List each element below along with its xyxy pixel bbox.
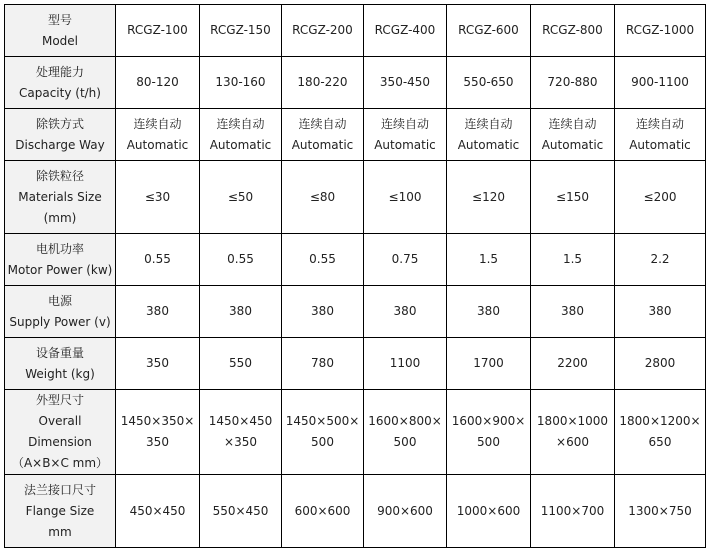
row-label-en: Discharge Way (15, 137, 105, 152)
row-label-flange-size (5, 475, 116, 548)
cell-text: 连续自动 (635, 116, 684, 131)
row-label-weight (5, 338, 116, 390)
cell-text: RCGZ-400 (374, 23, 436, 37)
cell-text: 650 (648, 435, 672, 449)
cell-text: 900-1100 (631, 75, 689, 89)
table-cell (364, 161, 447, 234)
table-cell (447, 475, 531, 548)
table-cell (531, 338, 615, 390)
cell-text: 连续自动 (133, 116, 182, 131)
row-label-cn: 除铁方式 (35, 116, 84, 131)
cell-text: 180-220 (297, 75, 348, 89)
cell-text: RCGZ-800 (542, 23, 603, 37)
cell-text: ≤200 (643, 189, 677, 204)
row-label-en: Model (41, 33, 79, 48)
cell-text: 350-450 (379, 75, 431, 89)
table-cell (447, 5, 531, 57)
table-cell (615, 5, 706, 57)
table-cell (282, 234, 364, 286)
table-cell (282, 109, 364, 161)
cell-text: 500 (477, 435, 500, 449)
cell-text: 0.55 (227, 252, 254, 266)
cell-text: 1100 (389, 356, 421, 370)
row-label-en: Motor Power (kw) (7, 262, 113, 277)
cell-text: RCGZ-200 (292, 23, 353, 37)
table-cell (364, 338, 447, 390)
cell-text: 350 (146, 356, 169, 370)
row-label-en-extra: (mm) (43, 210, 77, 225)
table-cell (364, 390, 447, 475)
table-cell (615, 286, 706, 338)
table-row-capacity (5, 57, 706, 109)
table-cell (200, 234, 282, 286)
table-row-supply-power (5, 286, 706, 338)
cell-text: 550-650 (463, 75, 514, 89)
row-label-model (5, 5, 116, 57)
row-label-cn: 外型尺寸 (35, 393, 84, 407)
row-label-overall-dimension (5, 390, 116, 475)
table-cell (447, 57, 531, 109)
cell-text: ≤80 (309, 189, 336, 204)
row-label-cn: 法兰接口尺寸 (23, 482, 96, 497)
table-cell (447, 286, 531, 338)
table-row-overall-dimension (5, 390, 706, 475)
table-cell (200, 57, 282, 109)
cell-text: 1000×600 (456, 503, 521, 518)
cell-text: ×600 (556, 435, 589, 449)
table-cell (200, 338, 282, 390)
table-cell (200, 5, 282, 57)
cell-text: 720-880 (547, 75, 598, 89)
table-cell (200, 475, 282, 548)
cell-text: 550 (229, 356, 252, 370)
cell-text: 2800 (644, 356, 676, 370)
table-row-weight (5, 338, 706, 390)
table-cell (200, 286, 282, 338)
table-cell (615, 475, 706, 548)
row-label-en: Materials Size (18, 189, 102, 204)
cell-text: RCGZ-1000 (625, 23, 695, 37)
table-cell (116, 161, 200, 234)
cell-text: 1100×700 (540, 503, 605, 518)
table-cell (116, 5, 200, 57)
cell-text: 0.55 (309, 252, 336, 266)
table-cell (531, 234, 615, 286)
table-cell (282, 286, 364, 338)
cell-text: 0.55 (144, 252, 171, 266)
cell-text: 550×450 (212, 503, 269, 518)
table-cell (200, 161, 282, 234)
cell-text: Automatic (126, 137, 189, 152)
row-label-cn: 设备重量 (35, 345, 84, 360)
table-cell (447, 338, 531, 390)
cell-text: 380 (311, 304, 334, 318)
cell-text: 380 (561, 304, 584, 318)
row-label-cn: 处理能力 (35, 64, 84, 79)
table-cell (282, 338, 364, 390)
cell-text: 1700 (473, 356, 504, 370)
table-cell (116, 338, 200, 390)
cell-text: Automatic (374, 137, 436, 152)
table-cell (364, 475, 447, 548)
row-label-materials-size (5, 161, 116, 234)
table-cell (615, 234, 706, 286)
table-cell (531, 286, 615, 338)
cell-text: 500 (311, 435, 334, 449)
table-cell (531, 57, 615, 109)
row-label-en: Flange Size (25, 503, 95, 518)
row-label-cn: 型号 (47, 12, 72, 27)
table-cell (447, 234, 531, 286)
table-cell (282, 5, 364, 57)
table-row-model (5, 5, 706, 57)
row-label-en: Overall Dimension (28, 414, 92, 449)
table-row-motor-power (5, 234, 706, 286)
table-cell (364, 57, 447, 109)
cell-text: 连续自动 (464, 116, 513, 131)
cell-text: Automatic (457, 137, 520, 152)
cell-text: 80-120 (136, 75, 179, 89)
table-cell (531, 161, 615, 234)
table-row-discharge-way (5, 109, 706, 161)
row-label-cn: 电源 (47, 293, 72, 308)
row-label-en: Capacity (t/h) (19, 85, 101, 100)
table-cell (447, 161, 531, 234)
table-cell (615, 109, 706, 161)
row-label-en: Weight (kg) (25, 366, 95, 381)
table-cell (116, 475, 200, 548)
table-cell (615, 390, 706, 475)
cell-text: 380 (477, 304, 500, 318)
row-label-discharge-way (5, 109, 116, 161)
table-cell (282, 475, 364, 548)
table-cell (116, 390, 200, 475)
cell-text: 600×600 (294, 503, 351, 518)
table-cell (447, 390, 531, 475)
cell-text: 1800×1000 (536, 414, 609, 428)
cell-text: RCGZ-100 (127, 23, 188, 37)
cell-text: 380 (229, 304, 252, 318)
cell-text: 130-160 (215, 75, 266, 89)
cell-text: 900×600 (377, 503, 433, 518)
cell-text: 1300×750 (628, 503, 692, 518)
cell-text: 380 (146, 304, 169, 318)
cell-text: 0.75 (391, 252, 419, 266)
row-label-motor-power (5, 234, 116, 286)
table-cell (364, 5, 447, 57)
cell-text: ≤30 (144, 189, 171, 204)
cell-text: 1.5 (478, 252, 499, 266)
row-label-supply-power (5, 286, 116, 338)
table-cell (116, 234, 200, 286)
cell-text: RCGZ-600 (458, 23, 519, 37)
cell-text: 380 (648, 304, 672, 318)
cell-text: 1600×900× (451, 414, 526, 428)
cell-text: 380 (393, 304, 417, 318)
table-cell (282, 57, 364, 109)
row-label-en-extra: （A×B×C mm） (11, 456, 109, 470)
table-cell (531, 390, 615, 475)
cell-text: 500 (393, 435, 417, 449)
cell-text: 1450×450 (208, 414, 273, 428)
table-cell (615, 161, 706, 234)
cell-text: Automatic (291, 137, 354, 152)
table-cell (282, 161, 364, 234)
table-cell (364, 234, 447, 286)
table-cell (531, 5, 615, 57)
cell-text: 2.2 (650, 252, 670, 266)
row-label-cn: 除铁粒径 (35, 168, 84, 183)
table-cell (200, 390, 282, 475)
table-cell (531, 109, 615, 161)
cell-text: 连续自动 (216, 116, 265, 131)
table-cell (615, 338, 706, 390)
cell-text: 连续自动 (548, 116, 597, 131)
cell-text: 350 (146, 435, 169, 449)
cell-text: Automatic (209, 137, 272, 152)
cell-text: ≤150 (556, 189, 589, 204)
cell-text: 2200 (557, 356, 588, 370)
cell-text: 1450×500× (285, 414, 360, 428)
table-cell (364, 286, 447, 338)
table-row-materials-size (5, 161, 706, 234)
cell-text: Automatic (541, 137, 604, 152)
cell-text: ×350 (224, 435, 257, 449)
cell-text: 连续自动 (298, 116, 347, 131)
table-cell (447, 109, 531, 161)
row-label-capacity (5, 57, 116, 109)
table-cell (531, 475, 615, 548)
row-label-cn: 电机功率 (35, 241, 84, 256)
spec-table-body (5, 5, 706, 548)
table-cell (200, 109, 282, 161)
cell-text: ≤100 (388, 189, 422, 204)
table-cell (116, 57, 200, 109)
spec-table (4, 4, 706, 548)
cell-text: ≤50 (227, 189, 254, 204)
table-cell (615, 57, 706, 109)
cell-text: 1450×350× (120, 414, 195, 428)
cell-text: 1.5 (562, 252, 583, 266)
table-cell (116, 109, 200, 161)
table-row-flange-size (5, 475, 706, 548)
row-label-en: Supply Power (v) (9, 314, 111, 329)
cell-text: 780 (311, 356, 334, 370)
table-cell (282, 390, 364, 475)
row-label-en-extra: mm (48, 524, 72, 539)
cell-text: Automatic (629, 137, 691, 152)
cell-text: 450×450 (129, 503, 186, 518)
cell-text: 连续自动 (380, 116, 429, 131)
cell-text: ≤120 (472, 189, 505, 204)
table-cell (364, 109, 447, 161)
cell-text: RCGZ-150 (210, 23, 271, 37)
table-cell (116, 286, 200, 338)
cell-text: 1800×1200× (619, 414, 701, 428)
cell-text: 1600×800× (368, 414, 442, 428)
